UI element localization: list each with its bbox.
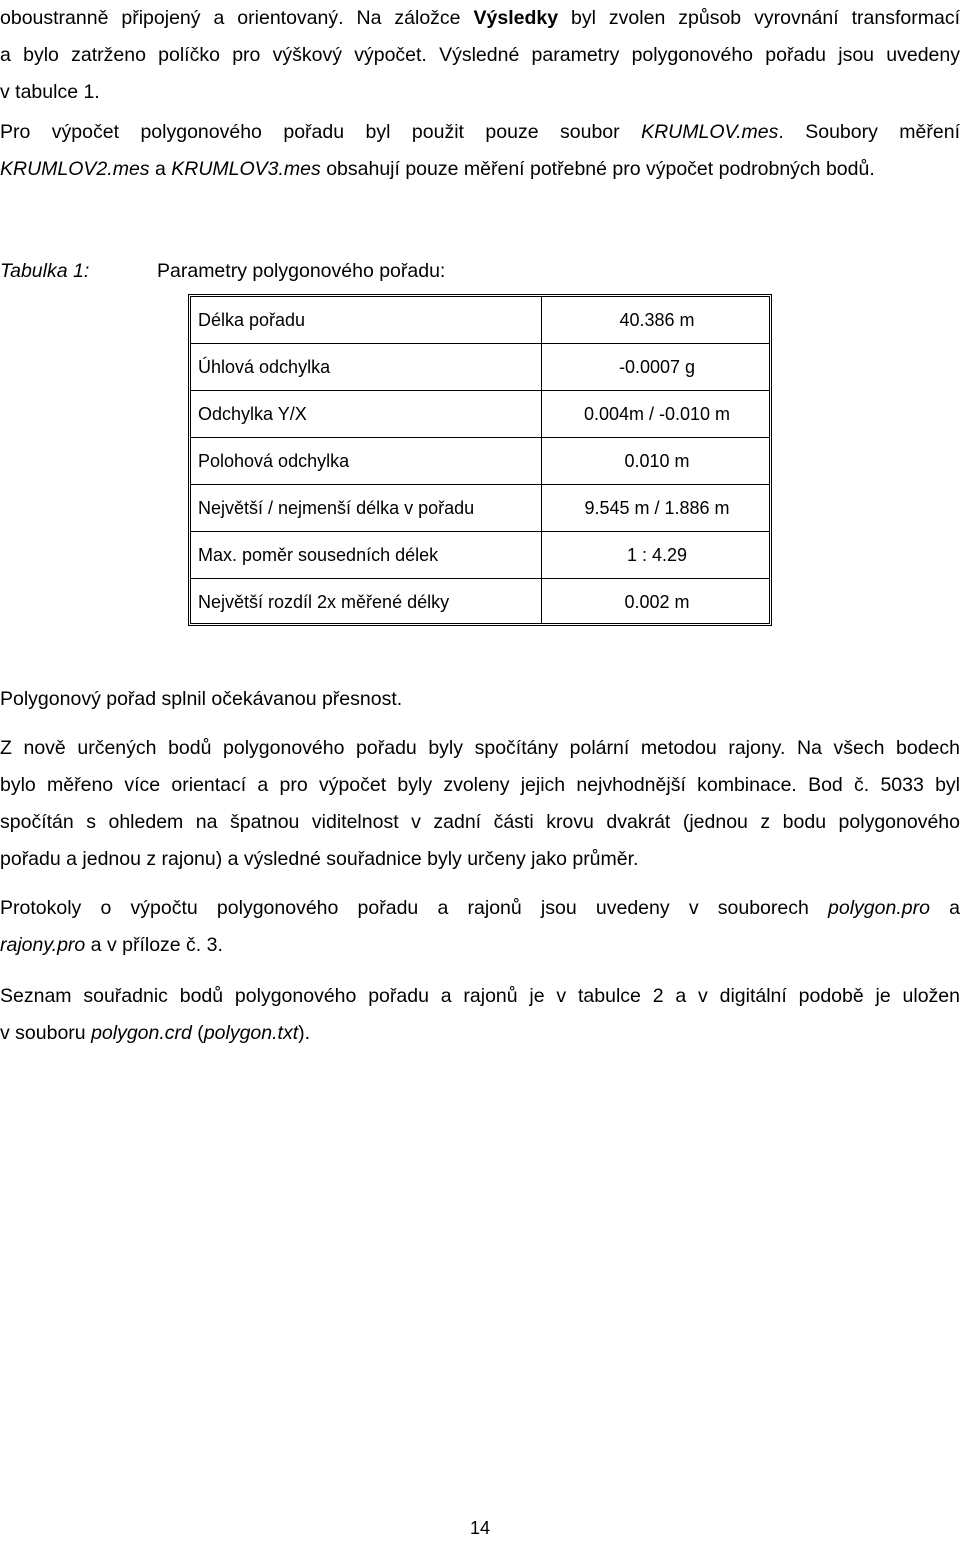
text-line	[0, 74, 960, 111]
text-line	[0, 978, 960, 1015]
text-segment: oboustranně připojený a orientovaný. Na záložce	[0, 7, 474, 29]
row-label: Úhlová odchylka	[198, 357, 331, 377]
text-segment: Seznam souřadnic bodů polygonového pořadu a rajonů je v tabulce 2 a v digitální podobě je uložen	[0, 985, 960, 1007]
text-line	[0, 890, 960, 927]
text-segment: (	[191, 1022, 204, 1044]
text-segment: spočítán s ohledem na špatnou viditelnost v zadní části krovu dvakrát (jednou z bodu polygonového	[0, 811, 960, 833]
text-line	[0, 37, 960, 74]
text-line	[0, 730, 960, 767]
paragraph-results-intro	[0, 0, 960, 111]
text-segment: Výsledky	[473, 7, 559, 29]
text-segment: polygon.txt	[203, 1022, 299, 1044]
paragraph-coordinate-list	[0, 978, 960, 1052]
row-value: 9.545 m / 1.886 m	[584, 498, 730, 518]
text-segment: pořadu a jednou z rajonu) a výsledné souřadnice byly určeny jako průměr.	[0, 848, 639, 870]
text-line	[0, 1015, 960, 1052]
row-value: 40.386 m	[619, 310, 695, 330]
text-segment: KRUMLOV.mes	[641, 121, 779, 143]
text-line	[0, 841, 960, 878]
text-segment: polygon.crd	[91, 1022, 192, 1044]
table-row	[191, 344, 769, 390]
paragraph-protocols	[0, 890, 960, 964]
text-segment: a v příloze č. 3.	[85, 934, 223, 956]
row-value: 0.002 m	[624, 592, 690, 612]
paragraph-accuracy-result	[0, 681, 960, 718]
text-line	[0, 151, 960, 188]
text-segment: v tabulce 1.	[0, 81, 100, 103]
table-caption-text: Parametry polygonového pořadu:	[157, 260, 446, 282]
page-number: 14	[469, 1518, 491, 1538]
row-label: Max. poměr sousedních délek	[198, 545, 439, 565]
text-line	[0, 927, 960, 964]
text-segment: Protokoly o výpočtu polygonového pořadu a rajonů jsou uvedeny v souborech	[0, 897, 829, 919]
row-label: Největší / nejmenší délka v pořadu	[198, 498, 475, 518]
table-caption-label: Tabulka 1:	[0, 260, 90, 282]
text-segment: KRUMLOV3.mes	[171, 158, 321, 180]
row-label: Odchylka Y/X	[198, 404, 307, 424]
text-segment: Z nově určených bodů polygonového pořadu byly spočítány polární metodou rajony. Na všech bodech	[0, 737, 960, 759]
text-segment: . Soubory měření	[778, 121, 960, 143]
traverse-parameters-table	[188, 294, 772, 626]
text-segment: a	[149, 158, 172, 180]
text-line	[0, 0, 960, 37]
text-segment: bylo měřeno více orientací a pro výpočet byly zvoleny jejich nejvhodnější kombinace. Bod č. 5033 byl	[0, 774, 960, 796]
table-caption	[0, 256, 960, 286]
row-label: Délka pořadu	[198, 310, 306, 330]
row-label: Polohová odchylka	[198, 451, 350, 471]
row-value: 0.010 m	[624, 451, 690, 471]
paragraph-measurement-files	[0, 114, 960, 188]
text-segment: a	[929, 897, 960, 919]
text-segment: KRUMLOV2.mes	[0, 158, 150, 180]
text-line	[0, 114, 960, 151]
text-segment: Pro výpočet polygonového pořadu byl použit pouze soubor	[0, 121, 642, 143]
table-row	[191, 391, 769, 437]
text-segment: Polygonový pořad splnil očekávanou přesnost.	[0, 688, 403, 710]
table-row	[191, 438, 769, 484]
table-row	[191, 297, 769, 343]
table-row	[191, 532, 769, 578]
text-segment: obsahují pouze měření potřebné pro výpočet podrobných bodů.	[320, 158, 875, 180]
text-segment: ).	[298, 1022, 311, 1044]
text-segment: v souboru	[0, 1022, 92, 1044]
table-row	[191, 485, 769, 531]
text-line	[0, 767, 960, 804]
text-line	[0, 804, 960, 841]
row-value: -0.0007 g	[618, 357, 696, 377]
text-segment: rajony.pro	[0, 934, 86, 956]
text-segment: byl zvolen způsob vyrovnání transformací	[558, 7, 960, 29]
row-value: 0.004m / -0.010 m	[583, 404, 731, 424]
paragraph-polar-points	[0, 730, 960, 878]
text-segment: polygon.pro	[828, 897, 930, 919]
table-row	[191, 579, 769, 625]
text-line	[0, 681, 960, 718]
text-segment: a bylo zatrženo políčko pro výškový výpočet. Výsledné parametry polygonového pořadu jsou uvedeny	[0, 44, 960, 66]
row-value: 1 : 4.29	[626, 545, 688, 565]
row-label: Největší rozdíl 2x měřené délky	[198, 592, 450, 612]
